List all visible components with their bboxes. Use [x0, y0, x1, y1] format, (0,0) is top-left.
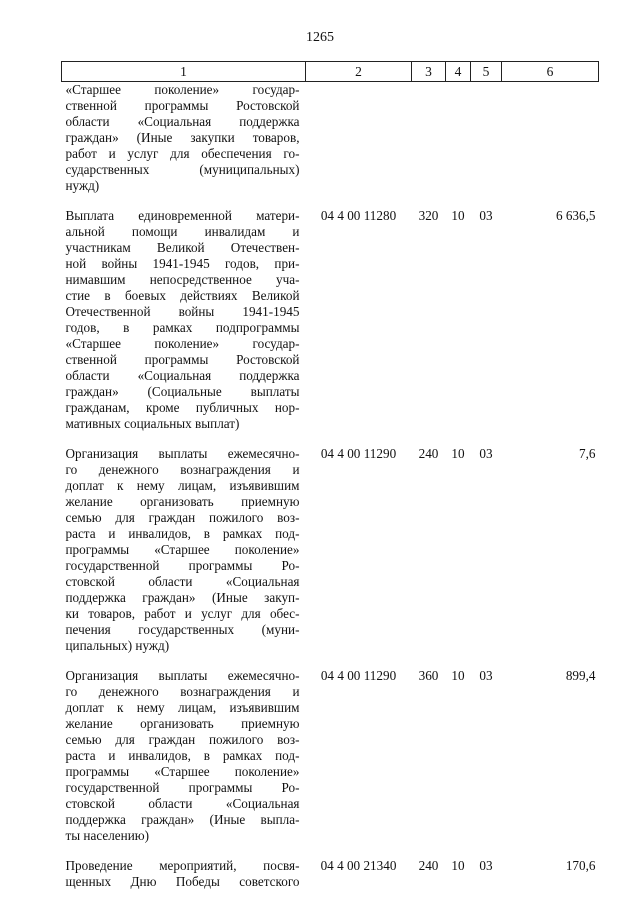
row-spacer: [62, 844, 599, 858]
amount: 899,4: [565, 668, 596, 683]
description-line: области «Социальная поддержка: [65, 368, 300, 383]
expense-type: 360: [418, 668, 439, 683]
description-line: гражданам, кроме публичных нор-: [65, 400, 300, 415]
description-line: печения государственных (муни-: [65, 622, 300, 637]
description-line: раста и инвалидов, в рамках под-: [65, 748, 300, 763]
row-description: [62, 668, 306, 844]
amount: 6 636,5: [555, 208, 596, 223]
description-line: мативных социальных выплат): [65, 416, 240, 431]
amount: 170,6: [565, 858, 596, 873]
subsection: 03: [479, 668, 493, 683]
column-header: 1: [62, 62, 306, 82]
column-header: 4: [446, 62, 471, 82]
description-line: Отечественной войны 1941-1945: [65, 304, 300, 319]
description-line: семью для граждан пожилого воз-: [65, 510, 300, 525]
description-line: годов, в рамках подпрограммы: [65, 320, 300, 335]
table-row: [62, 82, 599, 195]
subsection: 03: [479, 446, 493, 461]
description-line: альной помощи инвалидам и: [65, 224, 300, 239]
description-line: ственной программы Ростовской: [65, 98, 300, 113]
row-spacer: [62, 194, 599, 208]
description-line: ципальных) нужд): [65, 638, 170, 653]
column-header: 2: [306, 62, 412, 82]
description-line: го денежного вознаграждения и: [65, 684, 300, 699]
row-description: [62, 208, 306, 432]
section: [446, 82, 471, 195]
amount: 7,6: [579, 446, 596, 461]
description-line: «Старшее поколение» государ-: [65, 82, 300, 97]
description-line: Организация выплаты ежемесячно-: [65, 446, 300, 461]
description-line: работ и услуг для обеспечения го-: [65, 146, 300, 161]
description-line: доплат к нему лицам, изъявившим: [65, 700, 300, 715]
description-line: поддержка граждан» (Иные закуп-: [65, 590, 300, 605]
row-description: [62, 858, 306, 890]
description-line: желание организовать приемную: [65, 716, 300, 731]
row-spacer: [62, 432, 599, 446]
description-line: граждан» (Социальные выплаты: [65, 384, 300, 399]
expense-type: 240: [418, 446, 439, 461]
description-line: стовской области «Социальная: [65, 796, 300, 811]
budget-table: [61, 61, 599, 890]
description-line: программы «Старшее поколение»: [65, 542, 300, 557]
section: 10: [451, 668, 465, 683]
expense-type: 320: [418, 208, 439, 223]
column-header: 5: [471, 62, 502, 82]
expense-type: 240: [418, 858, 439, 873]
page-number: 1265: [306, 30, 334, 45]
section: 10: [451, 208, 465, 223]
description-line: «Старшее поколение» государ-: [65, 336, 300, 351]
description-line: щенных Дню Победы советского: [65, 874, 300, 889]
target-article-code: 04 4 00 11290: [320, 668, 397, 683]
subsection: 03: [479, 208, 493, 223]
target-article-code: 04 4 00 11290: [320, 446, 397, 461]
description-line: стие в боевых действиях Великой: [65, 288, 300, 303]
description-line: поддержка граждан» (Иные выпла-: [65, 812, 300, 827]
description-line: доплат к нему лицам, изъявившим: [65, 478, 300, 493]
section: 10: [451, 446, 465, 461]
description-line: участникам Великой Отечествен-: [65, 240, 300, 255]
description-line: Проведение мероприятий, посвя-: [65, 858, 300, 873]
description-line: го денежного вознаграждения и: [65, 462, 300, 477]
description-line: ственной программы Ростовской: [65, 352, 300, 367]
description-line: программы «Старшее поколение»: [65, 764, 300, 779]
description-line: желание организовать приемную: [65, 494, 300, 509]
table-header: [62, 62, 599, 82]
row-description: [62, 446, 306, 654]
description-line: ты населению): [65, 828, 149, 843]
expense-type: [412, 82, 446, 195]
description-line: ной войны 1941-1945 годов, при-: [65, 256, 300, 271]
column-header: 6: [502, 62, 599, 82]
subsection: [471, 82, 502, 195]
subsection: 03: [479, 858, 493, 873]
description-line: государственной программы Ро-: [65, 558, 300, 573]
description-line: ки товаров, работ и услуг для обес-: [65, 606, 300, 621]
section: 10: [451, 858, 465, 873]
amount: [502, 82, 599, 195]
description-line: государственной программы Ро-: [65, 780, 300, 795]
row-description: [62, 82, 306, 195]
description-line: нужд): [65, 178, 100, 193]
table-row: [62, 208, 599, 432]
target-article-code: 04 4 00 11280: [320, 208, 397, 223]
description-line: граждан» (Иные закупки товаров,: [65, 130, 300, 145]
description-line: раста и инвалидов, в рамках под-: [65, 526, 300, 541]
description-line: стовской области «Социальная: [65, 574, 300, 589]
table-row: [62, 446, 599, 654]
description-line: Выплата единовременной матери-: [65, 208, 300, 223]
row-spacer: [62, 654, 599, 668]
table-body: [62, 82, 599, 891]
description-line: семью для граждан пожилого воз-: [65, 732, 300, 747]
target-article-code: [306, 82, 412, 195]
description-line: сударственных (муниципальных): [65, 162, 300, 177]
table-row: [62, 858, 599, 890]
column-header: 3: [412, 62, 446, 82]
table-row: [62, 668, 599, 844]
target-article-code: 04 4 00 21340: [320, 858, 397, 873]
description-line: нимавшим непосредственное уча-: [65, 272, 300, 287]
description-line: Организация выплаты ежемесячно-: [65, 668, 300, 683]
description-line: области «Социальная поддержка: [65, 114, 300, 129]
